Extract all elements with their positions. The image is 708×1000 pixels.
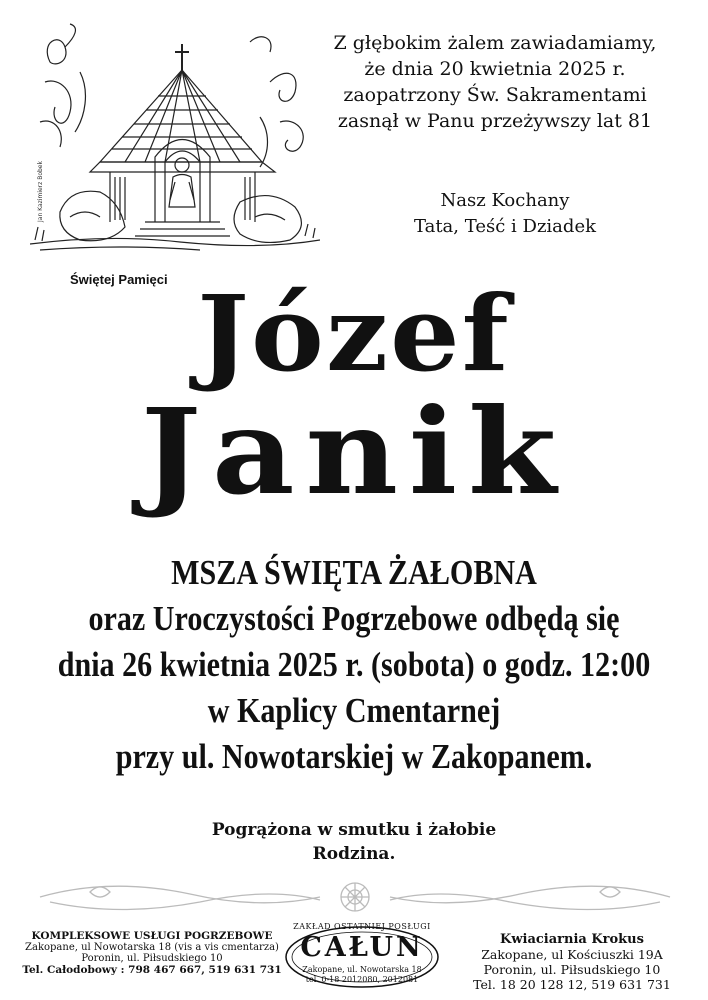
florist-name: Kwiaciarnia Krokus: [500, 932, 644, 947]
intro-line-4: zasnął w Panu przeżywszy lat 81: [337, 110, 653, 132]
logo-name: CAŁUN: [300, 932, 424, 963]
services-title: KOMPLEKSOWE USŁUGI POGRZEBOWE: [31, 930, 273, 942]
florist-info: [446, 932, 698, 992]
logo-phone: tel. 0-18 2012080, 2012081: [305, 975, 419, 984]
logo-address: Zakopane, ul. Nowotarska 18: [302, 965, 422, 974]
deceased-last-name: Janik: [140, 382, 568, 521]
florist-phone: Tel. 18 20 128 12, 519 631 731: [473, 977, 671, 992]
announcement-intro: [300, 30, 690, 134]
florist-address-zakopane: Zakopane, ul Kościuszki 19A: [481, 947, 663, 962]
funeral-mass-info: [0, 550, 708, 780]
intro-line-1: Z głębokim żalem zawiadamiamy,: [333, 32, 657, 54]
intro-line-2: że dnia 20 kwietnia 2025 r.: [364, 58, 626, 80]
mass-line-1: MSZA ŚWIĘTA ŻAŁOBNA: [171, 553, 537, 592]
mourning-line-2: Rodzina.: [312, 844, 396, 864]
funeral-services-info: [18, 930, 286, 976]
artist-signature: Jan Kazimierz Bobek: [37, 161, 44, 222]
deceased-first-name: Józef: [197, 272, 511, 395]
services-address-poronin: Poronin, ul. Piłsudskiego 10: [81, 953, 223, 964]
mourning-signoff: [0, 818, 708, 866]
intro-line-3: zaopatrzony Św. Sakramentami: [343, 84, 647, 106]
relation-line-2: Tata, Teść i Dziadek: [413, 216, 596, 237]
mass-line-5: przy ul. Nowotarskiej w Zakopanem.: [115, 737, 593, 776]
services-phone: Tel. Całodobowy : 798 467 667, 519 631 731: [22, 964, 282, 976]
services-address-zakopane: Zakopane, ul Nowotarska 18 (vis a vis cmentarza): [25, 942, 279, 953]
mass-line-4: w Kaplicy Cmentarnej: [207, 691, 501, 730]
logo-top-text: ZAKŁAD OSTATNIEJ POSŁUGI: [293, 922, 431, 931]
florist-address-poronin: Poronin, ul. Piłsudskiego 10: [483, 962, 661, 977]
ornament-divider: [30, 872, 680, 922]
relation-line-1: Nasz Kochany: [440, 190, 570, 211]
wayside-shrine-illustration: [30, 22, 320, 257]
family-relation: [380, 188, 630, 240]
calun-logo: [282, 920, 442, 990]
mass-line-3: dnia 26 kwietnia 2025 r. (sobota) o godz. 12:00: [57, 645, 651, 684]
memory-label: Świętej Pamięci: [70, 272, 168, 287]
mass-line-2: oraz Uroczystości Pogrzebowe odbędą się: [88, 599, 620, 638]
mourning-line-1: Pogrążona w smutku i żałobie: [211, 820, 497, 840]
